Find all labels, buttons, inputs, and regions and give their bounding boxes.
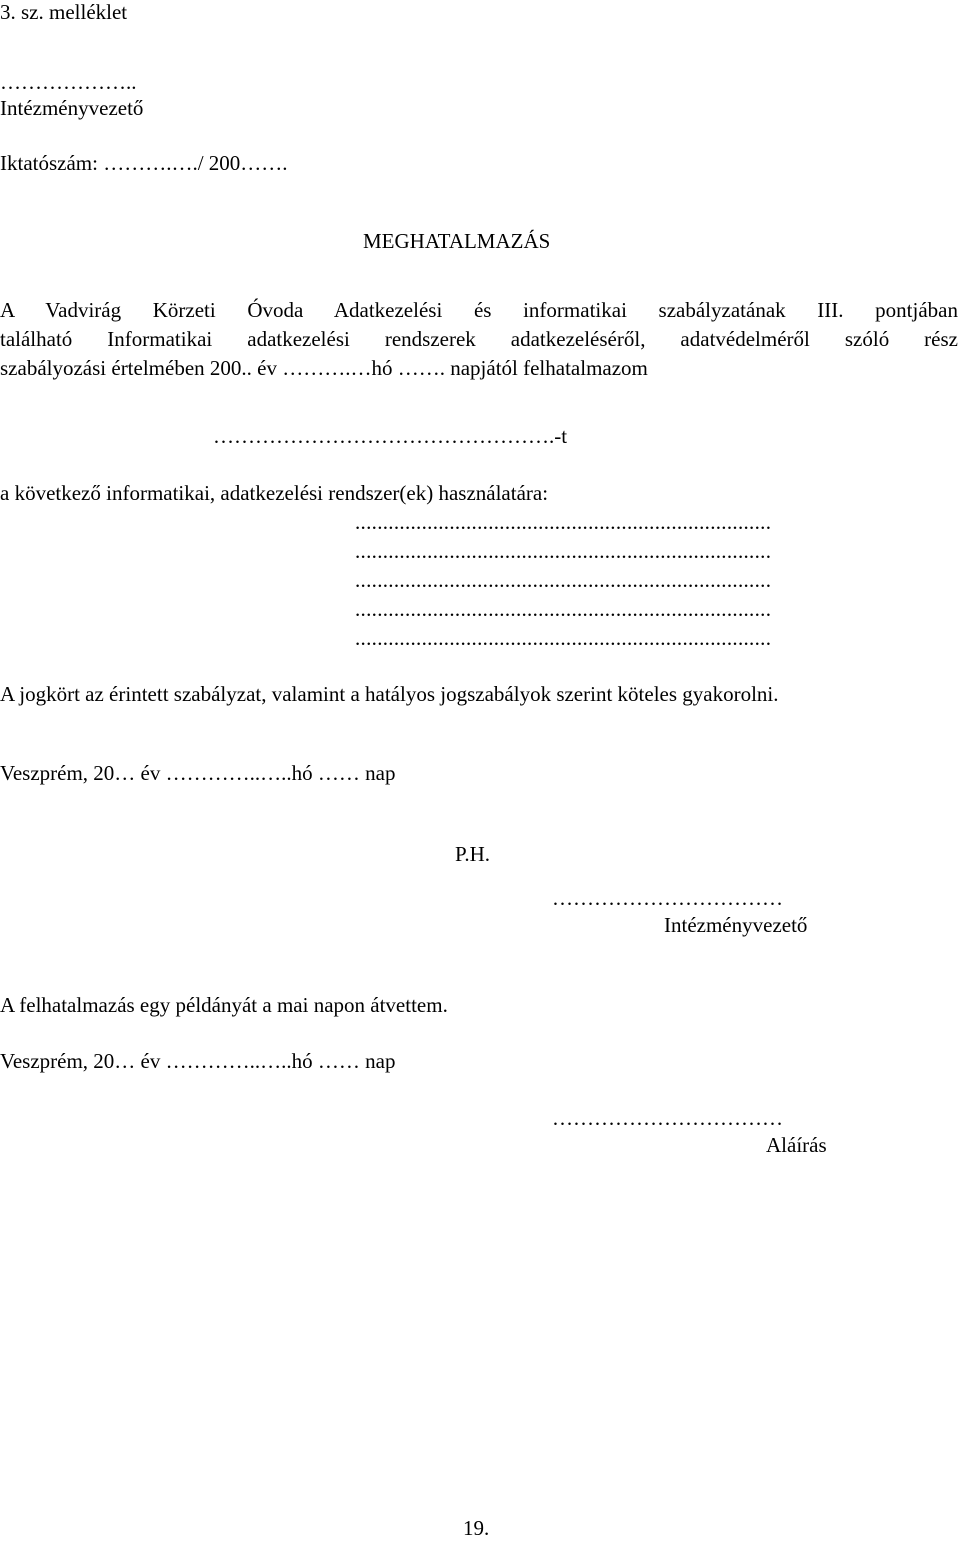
issuer-signature-label: Intézményvezető xyxy=(664,913,808,937)
obligation-statement: A jogkört az érintett szabályzat, valamint a hatályos jogszabályok szerint köteles gyakorolni. xyxy=(0,682,779,706)
annex-label: 3. sz. melléklet xyxy=(0,0,128,24)
system-line-1: ........................................................................... xyxy=(355,510,772,534)
system-line-3: ........................................................................... xyxy=(355,568,772,592)
body-line-2: található Informatikai adatkezelési rendszerek adatkezeléséről, adatvédelméről szóló rész xyxy=(0,327,958,351)
system-line-2: ........................................................................... xyxy=(355,539,772,563)
issuer-signature-dots: …………………………… xyxy=(552,886,783,910)
receipt-statement: A felhatalmazás egy példányát a mai napon átvettem. xyxy=(0,993,448,1017)
document-title: MEGHATALMAZÁS xyxy=(363,229,551,253)
grantee-line: ………………………………………….-t xyxy=(213,424,568,448)
recipient-signature-dots: …………………………… xyxy=(552,1106,783,1130)
system-line-4: ........................................................................... xyxy=(355,597,772,621)
body-line-3: szabályozási értelmében 200.. év ……….…hó ……. napjától felhatalmazom xyxy=(0,356,648,380)
place-date-recipient: Veszprém, 20… év …………..…..hó …… nap xyxy=(0,1049,396,1073)
recipient-signature-label: Aláírás xyxy=(766,1133,827,1157)
body-line-1: A Vadvirág Körzeti Óvoda Adatkezelési és informatikai szabályzatának III. pontjában xyxy=(0,298,958,322)
page-number: 19. xyxy=(463,1516,490,1540)
place-date-issuer: Veszprém, 20… év …………..…..hó …… nap xyxy=(0,761,396,785)
systems-intro: a következő informatikai, adatkezelési rendszer(ek) használatára: xyxy=(0,481,549,505)
reference-number: Iktatószám: ……….…./ 200……. xyxy=(0,151,288,175)
system-line-5: ........................................................................... xyxy=(355,626,772,650)
sender-dots: ……………….. xyxy=(0,70,137,94)
sender-title: Intézményvezető xyxy=(0,96,144,120)
stamp-placeholder: P.H. xyxy=(455,842,491,866)
